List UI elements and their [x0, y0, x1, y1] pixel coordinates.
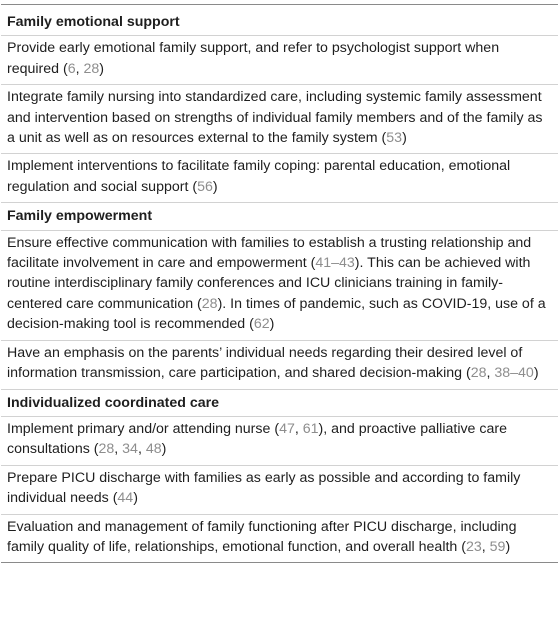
reference-citation[interactable]: 6 — [67, 60, 76, 77]
reference-citation[interactable]: 62 — [253, 316, 270, 333]
reference-citation[interactable]: 48 — [145, 441, 162, 458]
reference-citation[interactable]: 59 — [489, 538, 506, 555]
table-row — [1, 417, 558, 466]
reference-citation[interactable]: 53 — [386, 130, 403, 147]
row-text: ) — [133, 490, 138, 507]
reference-citation[interactable]: 28 — [98, 441, 115, 458]
row-text: Implement primary and/or attending nurse ( — [7, 420, 280, 437]
row-text: Prepare PICU discharge with families as early as possible and according to family individual needs ( — [7, 469, 521, 507]
row-text: , — [486, 365, 495, 382]
table-row — [1, 341, 558, 390]
table-row — [1, 231, 558, 341]
row-text: , — [481, 538, 490, 555]
table-row — [1, 154, 558, 203]
row-text: ) — [99, 60, 105, 77]
row-text: ) — [402, 130, 407, 147]
section-heading: Family empowerment — [1, 203, 558, 230]
reference-citation[interactable]: 23 — [465, 538, 482, 555]
table-row — [1, 515, 558, 563]
reference-citation[interactable]: 47 — [279, 420, 295, 437]
row-text: Implement interventions to facilitate family coping: parental education, emotional regulation and social support ( — [7, 158, 511, 195]
reference-citation[interactable]: 41–43 — [315, 255, 355, 272]
section-heading: Family emotional support — [1, 5, 558, 36]
row-text: ) — [533, 365, 539, 382]
table-row — [1, 466, 558, 515]
row-text: , — [75, 60, 84, 77]
row-text: Have an emphasis on the parents’ individual needs regarding their desired level of information transmission, care participation, and shared decision-making ( — [7, 344, 523, 382]
reference-citation[interactable]: 28 — [201, 295, 218, 312]
row-text: ) — [505, 538, 511, 555]
reference-citation[interactable]: 61 — [302, 420, 319, 437]
reference-citation[interactable]: 28 — [470, 365, 487, 382]
row-text: , — [137, 441, 146, 458]
row-text: Integrate family nursing into standardized care, including systemic family assessment and intervention based on strengths of individual family members and of the family as a unit as well as on resources external to the family system ( — [7, 89, 543, 147]
row-text: , — [114, 441, 123, 458]
row-text: ). In times of pandemic, such as COVID-19, use of a decision-making tool is recommended ( — [7, 295, 546, 333]
row-text: Evaluation and management of family functioning after PICU discharge, including family quality of life, relationships, emotional function, and overall health ( — [7, 518, 517, 555]
reference-citation[interactable]: 34 — [122, 441, 138, 458]
row-text: ) — [269, 316, 275, 333]
row-text: ) — [161, 441, 167, 458]
row-text: , — [294, 420, 303, 437]
table-row — [1, 36, 558, 85]
row-text: Provide early emotional family support, and refer to psychologist support when required ( — [7, 40, 500, 77]
reference-citation[interactable]: 38–40 — [494, 365, 534, 382]
table-row — [1, 85, 558, 154]
recommendations-table — [1, 4, 558, 563]
reference-citation[interactable]: 28 — [83, 60, 100, 77]
reference-citation[interactable]: 56 — [197, 178, 213, 195]
reference-citation[interactable]: 44 — [117, 490, 134, 507]
row-text: ). This can be achieved with routine interdisciplinary family conferences and ICU clinicians training in family-centered care communication ( — [7, 255, 531, 312]
section-heading: Individualized coordinated care — [1, 390, 558, 417]
row-text: ), and proactive palliative care consultations ( — [7, 420, 507, 458]
row-text: Ensure effective communication with families to establish a trusting relationship and facilitate involvement in care and empowerment ( — [7, 234, 532, 272]
row-text: ) — [212, 178, 218, 195]
